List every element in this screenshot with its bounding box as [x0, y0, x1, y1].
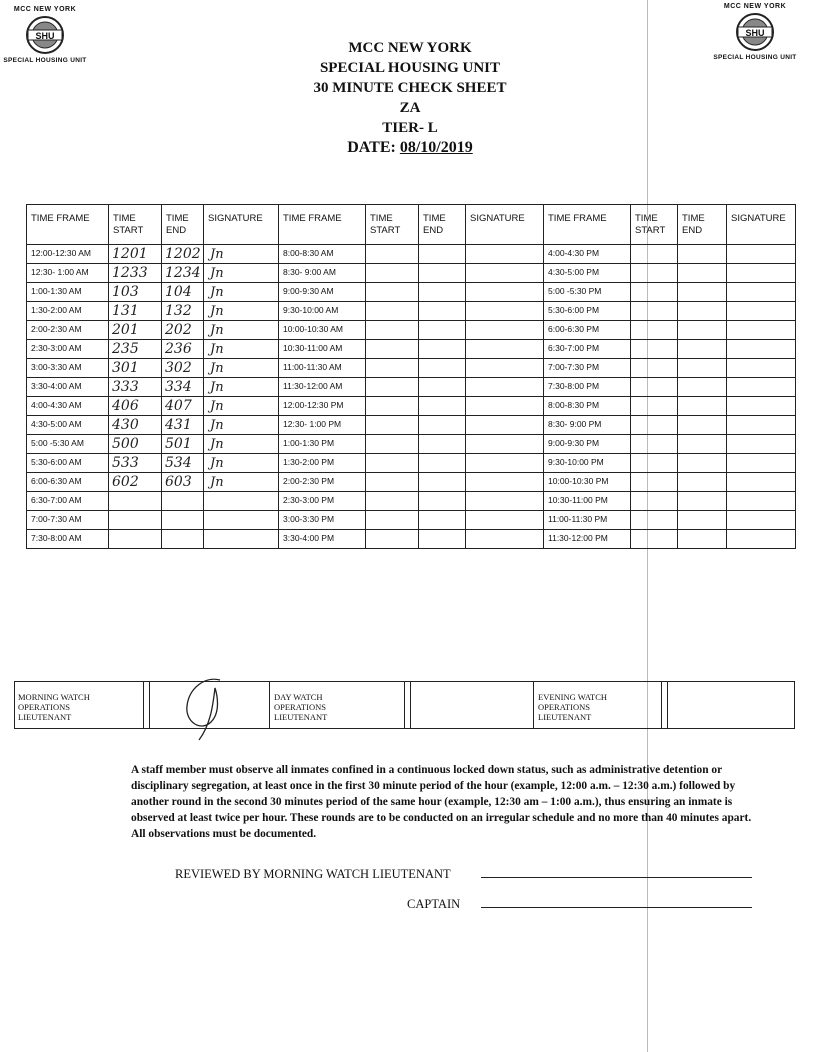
time-frame-cell: 4:00-4:30 PM	[544, 245, 631, 264]
time-end-cell: 407	[162, 397, 204, 416]
time-start-cell	[366, 378, 419, 397]
time-frame-cell: 4:30-5:00 AM	[27, 416, 109, 435]
signature-scribble-icon	[175, 674, 245, 744]
signature-cell	[466, 359, 544, 378]
time-start-cell	[631, 397, 678, 416]
signature-cell: Jn	[204, 302, 279, 321]
time-end-cell: 104	[162, 283, 204, 302]
time-start-cell	[366, 245, 419, 264]
time-start-cell: 103	[109, 283, 162, 302]
time-frame-cell: 9:30-10:00 PM	[544, 454, 631, 473]
header-line-5: TIER- L	[382, 120, 438, 136]
signature-cell: Jn	[204, 473, 279, 492]
time-end-cell	[419, 302, 466, 321]
signature-cell	[466, 416, 544, 435]
time-frame-cell: 1:30-2:00 PM	[279, 454, 366, 473]
time-frame-cell: 8:30- 9:00 PM	[544, 416, 631, 435]
time-frame-cell: 1:30-2:00 AM	[27, 302, 109, 321]
divider	[404, 682, 405, 728]
signature-cell: Jn	[204, 416, 279, 435]
time-end-cell: 302	[162, 359, 204, 378]
time-frame-cell: 6:30-7:00 PM	[544, 340, 631, 359]
signature-cell	[727, 492, 796, 511]
signature-cell	[727, 283, 796, 302]
time-frame-cell: 7:30-8:00 PM	[544, 378, 631, 397]
signature-cell	[466, 321, 544, 340]
table-row	[27, 416, 796, 435]
time-start-cell	[631, 435, 678, 454]
time-start-cell	[366, 454, 419, 473]
signature-cell	[727, 264, 796, 283]
time-end-cell	[678, 245, 727, 264]
table-row	[27, 530, 796, 549]
shu-logo-left	[0, 6, 100, 64]
table-row	[27, 264, 796, 283]
signature-cell: Jn	[204, 245, 279, 264]
time-start-cell	[631, 416, 678, 435]
table-row	[27, 302, 796, 321]
time-start-cell	[366, 321, 419, 340]
signature-cell	[204, 530, 279, 549]
signature-cell: Jn	[204, 454, 279, 473]
time-frame-cell: 12:00-12:30 AM	[27, 245, 109, 264]
time-end-cell	[162, 492, 204, 511]
time-start-cell	[631, 473, 678, 492]
signature-cell	[466, 492, 544, 511]
time-end-cell	[678, 264, 727, 283]
time-frame-cell: 9:00-9:30 PM	[544, 435, 631, 454]
time-start-cell	[366, 511, 419, 530]
table-row	[27, 378, 796, 397]
signature-cell	[727, 302, 796, 321]
time-frame-cell: 10:30-11:00 PM	[544, 492, 631, 511]
time-end-cell	[678, 397, 727, 416]
time-start-cell	[631, 264, 678, 283]
time-end-cell: 534	[162, 454, 204, 473]
time-end-cell	[678, 321, 727, 340]
signature-cell	[727, 378, 796, 397]
signature-cell: Jn	[204, 435, 279, 454]
captain-signature-line[interactable]	[481, 907, 752, 908]
time-end-cell	[162, 511, 204, 530]
column-header: TIME END	[419, 205, 466, 245]
signature-cell	[466, 530, 544, 549]
time-start-cell: 333	[109, 378, 162, 397]
shu-seal-icon	[22, 15, 68, 55]
time-end-cell	[419, 473, 466, 492]
time-start-cell	[631, 245, 678, 264]
signature-cell	[466, 435, 544, 454]
morning-watch-label: MORNING WATCH OPERATIONS LIEUTENANT	[18, 692, 90, 722]
header-line-3: 30 MINUTE CHECK SHEET	[313, 80, 507, 96]
signature-cell	[727, 530, 796, 549]
time-end-cell	[678, 340, 727, 359]
time-end-cell	[678, 435, 727, 454]
time-end-cell: 431	[162, 416, 204, 435]
signature-cell	[204, 492, 279, 511]
time-frame-cell: 4:00-4:30 AM	[27, 397, 109, 416]
time-frame-cell: 9:00-9:30 AM	[279, 283, 366, 302]
signature-cell	[204, 511, 279, 530]
signature-cell	[727, 416, 796, 435]
divider	[149, 682, 150, 728]
time-start-cell: 430	[109, 416, 162, 435]
time-start-cell: 1201	[109, 245, 162, 264]
time-end-cell	[678, 454, 727, 473]
time-start-cell	[366, 302, 419, 321]
logo-badge-text: SHU	[745, 28, 765, 38]
time-frame-cell: 10:00-10:30 PM	[544, 473, 631, 492]
signature-cell	[466, 511, 544, 530]
time-start-cell	[631, 359, 678, 378]
column-header: TIME START	[109, 205, 162, 245]
time-start-cell	[631, 340, 678, 359]
time-frame-cell: 8:00-8:30 PM	[544, 397, 631, 416]
time-end-cell	[678, 530, 727, 549]
signature-cell	[727, 473, 796, 492]
table-row	[27, 283, 796, 302]
signature-cell	[727, 454, 796, 473]
time-frame-cell: 12:30- 1:00 PM	[279, 416, 366, 435]
time-frame-cell: 6:00-6:30 PM	[544, 321, 631, 340]
table-row	[27, 492, 796, 511]
divider	[533, 682, 534, 728]
time-frame-cell: 2:00-2:30 AM	[27, 321, 109, 340]
table-row	[27, 473, 796, 492]
signature-cell	[466, 473, 544, 492]
time-end-cell	[419, 378, 466, 397]
watch-signature-box	[14, 681, 795, 729]
time-start-cell	[631, 530, 678, 549]
time-start-cell: 602	[109, 473, 162, 492]
time-frame-cell: 4:30-5:00 PM	[544, 264, 631, 283]
time-end-cell: 236	[162, 340, 204, 359]
time-frame-cell: 12:00-12:30 PM	[279, 397, 366, 416]
signature-cell	[466, 454, 544, 473]
signature-cell	[727, 340, 796, 359]
time-frame-cell: 2:30-3:00 AM	[27, 340, 109, 359]
signature-cell	[466, 397, 544, 416]
time-end-cell	[678, 492, 727, 511]
time-end-cell	[678, 359, 727, 378]
time-start-cell	[366, 492, 419, 511]
time-start-cell: 301	[109, 359, 162, 378]
time-end-cell	[419, 397, 466, 416]
logo-badge-text: SHU	[35, 31, 55, 41]
signature-cell: Jn	[204, 397, 279, 416]
header-line-4: ZA	[399, 100, 421, 116]
time-frame-cell: 6:00-6:30 AM	[27, 473, 109, 492]
time-end-cell: 1202	[162, 245, 204, 264]
divider	[661, 682, 662, 728]
signature-cell	[727, 321, 796, 340]
time-start-cell: 500	[109, 435, 162, 454]
time-end-cell	[419, 454, 466, 473]
time-end-cell	[419, 416, 466, 435]
time-end-cell	[419, 359, 466, 378]
signature-cell	[727, 397, 796, 416]
time-frame-cell: 8:00-8:30 AM	[279, 245, 366, 264]
time-start-cell	[109, 530, 162, 549]
table-row	[27, 245, 796, 264]
column-header: SIGNATURE	[466, 205, 544, 245]
column-header: TIME START	[631, 205, 678, 245]
time-start-cell: 1233	[109, 264, 162, 283]
time-frame-cell: 5:30-6:00 AM	[27, 454, 109, 473]
table-header-row	[27, 205, 796, 245]
column-header: TIME END	[162, 205, 204, 245]
divider	[410, 682, 411, 728]
time-end-cell	[419, 264, 466, 283]
time-start-cell	[366, 416, 419, 435]
table-row	[27, 454, 796, 473]
time-start-cell	[366, 264, 419, 283]
column-header: TIME FRAME	[544, 205, 631, 245]
time-frame-cell: 12:30- 1:00 AM	[27, 264, 109, 283]
time-frame-cell: 3:00-3:30 AM	[27, 359, 109, 378]
time-end-cell: 603	[162, 473, 204, 492]
time-start-cell	[109, 492, 162, 511]
time-frame-cell: 7:00-7:30 PM	[544, 359, 631, 378]
time-frame-cell: 5:00 -5:30 PM	[544, 283, 631, 302]
time-end-cell	[678, 511, 727, 530]
time-frame-cell: 3:30-4:00 AM	[27, 378, 109, 397]
date-value: 08/10/2019	[399, 139, 473, 156]
time-start-cell	[366, 530, 419, 549]
reviewed-by-label: REVIEWED BY MORNING WATCH LIEUTENANT	[175, 867, 451, 881]
logo-bottom-text: SPECIAL HOUSING UNIT	[3, 57, 87, 64]
time-end-cell	[419, 511, 466, 530]
signature-cell	[727, 245, 796, 264]
day-watch-label: DAY WATCH OPERATIONS LIEUTENANT	[274, 692, 328, 722]
time-start-cell: 201	[109, 321, 162, 340]
time-start-cell	[631, 283, 678, 302]
logo-top-text: MCC NEW YORK	[723, 3, 787, 10]
evening-watch-label: EVENING WATCH OPERATIONS LIEUTENANT	[538, 692, 608, 722]
header-line-2: SPECIAL HOUSING UNIT	[319, 60, 501, 76]
time-start-cell	[631, 492, 678, 511]
captain-label: CAPTAIN	[407, 897, 461, 911]
column-header: TIME FRAME	[27, 205, 109, 245]
time-frame-cell: 3:30-4:00 PM	[279, 530, 366, 549]
time-start-cell: 533	[109, 454, 162, 473]
column-header: TIME END	[678, 205, 727, 245]
signature-cell	[727, 435, 796, 454]
time-frame-cell: 10:00-10:30 AM	[279, 321, 366, 340]
time-frame-cell: 3:00-3:30 PM	[279, 511, 366, 530]
time-start-cell	[366, 340, 419, 359]
divider	[269, 682, 270, 728]
time-start-cell	[631, 302, 678, 321]
check-table	[26, 204, 796, 549]
time-end-cell	[419, 530, 466, 549]
document-header	[250, 38, 570, 158]
time-end-cell	[419, 340, 466, 359]
time-end-cell: 334	[162, 378, 204, 397]
time-frame-cell: 11:00-11:30 AM	[279, 359, 366, 378]
time-frame-cell: 7:30-8:00 AM	[27, 530, 109, 549]
table-row	[27, 397, 796, 416]
reviewed-by-signature-line[interactable]	[481, 877, 752, 878]
column-header: SIGNATURE	[204, 205, 279, 245]
time-frame-cell: 2:00-2:30 PM	[279, 473, 366, 492]
signature-cell	[727, 359, 796, 378]
signature-cell	[466, 340, 544, 359]
time-start-cell	[631, 321, 678, 340]
column-header: SIGNATURE	[727, 205, 796, 245]
signature-cell	[466, 245, 544, 264]
signature-cell: Jn	[204, 378, 279, 397]
time-end-cell	[419, 321, 466, 340]
time-end-cell	[678, 473, 727, 492]
time-frame-cell: 9:30-10:00 AM	[279, 302, 366, 321]
table-row	[27, 359, 796, 378]
signature-cell: Jn	[204, 264, 279, 283]
signature-cell	[727, 511, 796, 530]
time-start-cell	[366, 359, 419, 378]
time-end-cell	[419, 283, 466, 302]
time-end-cell	[419, 245, 466, 264]
time-frame-cell: 11:30-12:00 AM	[279, 378, 366, 397]
time-start-cell	[366, 283, 419, 302]
time-end-cell	[678, 302, 727, 321]
time-start-cell	[631, 378, 678, 397]
table-row	[27, 321, 796, 340]
time-frame-cell: 10:30-11:00 AM	[279, 340, 366, 359]
header-line-1: MCC NEW YORK	[348, 40, 472, 56]
time-start-cell: 235	[109, 340, 162, 359]
date-line	[250, 138, 570, 158]
signature-cell: Jn	[204, 340, 279, 359]
time-end-cell: 202	[162, 321, 204, 340]
time-frame-cell: 6:30-7:00 AM	[27, 492, 109, 511]
time-end-cell: 501	[162, 435, 204, 454]
column-header: TIME START	[366, 205, 419, 245]
signature-cell: Jn	[204, 359, 279, 378]
time-start-cell	[366, 473, 419, 492]
time-start-cell: 406	[109, 397, 162, 416]
time-start-cell	[631, 454, 678, 473]
logo-bottom-text: SPECIAL HOUSING UNIT	[713, 54, 797, 61]
signature-cell	[466, 283, 544, 302]
time-frame-cell: 1:00-1:30 PM	[279, 435, 366, 454]
table-row	[27, 511, 796, 530]
time-end-cell	[419, 435, 466, 454]
date-label: DATE:	[347, 139, 396, 156]
time-end-cell	[678, 416, 727, 435]
signature-cell	[466, 264, 544, 283]
time-frame-cell: 11:30-12:00 PM	[544, 530, 631, 549]
time-start-cell: 131	[109, 302, 162, 321]
signature-cell: Jn	[204, 321, 279, 340]
logo-top-text: MCC NEW YORK	[13, 6, 77, 13]
time-start-cell	[366, 397, 419, 416]
time-end-cell	[678, 283, 727, 302]
time-frame-cell: 5:00 -5:30 AM	[27, 435, 109, 454]
divider	[143, 682, 144, 728]
time-start-cell	[109, 511, 162, 530]
time-frame-cell: 5:30-6:00 PM	[544, 302, 631, 321]
time-frame-cell: 11:00-11:30 PM	[544, 511, 631, 530]
divider	[667, 682, 668, 728]
table-row	[27, 435, 796, 454]
signature-cell: Jn	[204, 283, 279, 302]
policy-notice: A staff member must observe all inmates confined in a continuous locked down status, such as administrative detention or disciplinary segregation, at least once in the first 30 minute period of the hour (example, 12:00 a.m. – 12:30 a.m.) followed by another round in the second 30 minutes period of the same hour (example, 12:30 am – 1:00 a.m.), thus ensuring an inmate is observed at least twice per hour. These rounds are to be conducted on an irregular schedule and no more than 40 minutes apart. All observations must be documented.	[131, 764, 752, 840]
time-end-cell	[678, 378, 727, 397]
time-frame-cell: 2:30-3:00 PM	[279, 492, 366, 511]
shu-seal-icon	[732, 12, 778, 52]
shu-logo-right	[700, 3, 810, 61]
table-row	[27, 340, 796, 359]
time-end-cell	[419, 492, 466, 511]
time-end-cell: 1234	[162, 264, 204, 283]
column-header: TIME FRAME	[279, 205, 366, 245]
time-frame-cell: 8:30- 9:00 AM	[279, 264, 366, 283]
signature-cell	[466, 378, 544, 397]
time-frame-cell: 7:00-7:30 AM	[27, 511, 109, 530]
time-end-cell: 132	[162, 302, 204, 321]
time-frame-cell: 1:00-1:30 AM	[27, 283, 109, 302]
time-start-cell	[631, 511, 678, 530]
time-end-cell	[162, 530, 204, 549]
time-start-cell	[366, 435, 419, 454]
signature-cell	[466, 302, 544, 321]
